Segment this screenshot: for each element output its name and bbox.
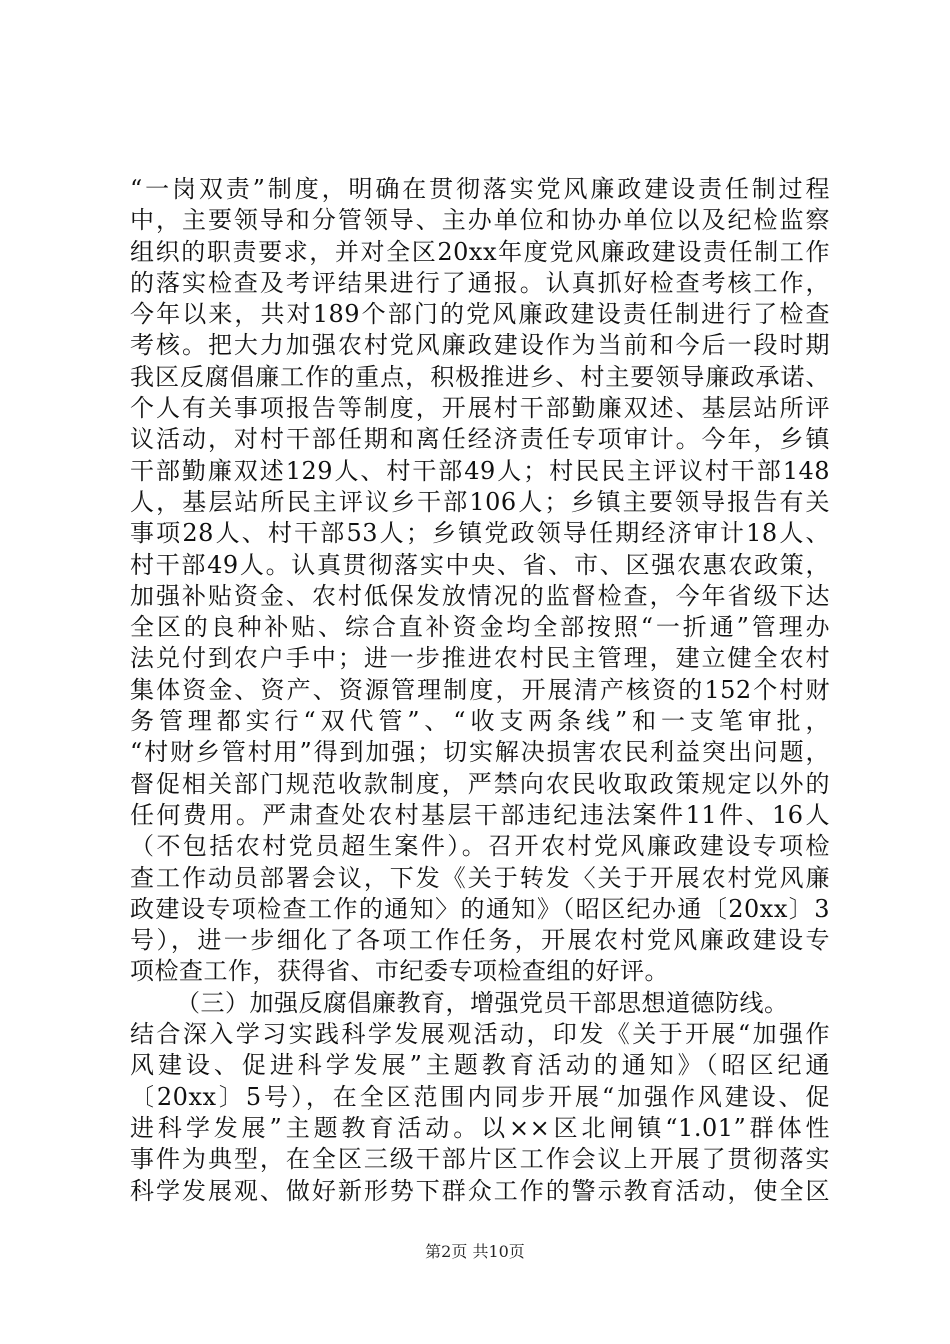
text-line: 项检查工作，获得省、市纪委专项检查组的好评。 [130, 957, 669, 986]
text-line: 全区的良种补贴、综合直补资金均全部按照“一折通”管理办 [130, 613, 830, 642]
text-line: 务管理都实行“双代管”、“收支两条线”和一支笔审批， [130, 707, 830, 736]
text-line: 个人有关事项报告等制度，开展村干部勤廉双述、基层站所评 [130, 394, 830, 423]
text-line: 风建设、促进科学发展”主题教育活动的通知》（昭区纪通 [130, 1051, 830, 1080]
text-line: 集体资金、资产、资源管理制度，开展清产核资的152个村财 [130, 675, 830, 704]
page-number-footer: 第2页 共10页 [425, 1242, 525, 1261]
text-line: 〔20xx〕5号），在全区范围内同步开展“加强作风建设、促 [130, 1082, 830, 1111]
section-heading-line: （三）加强反腐倡廉教育，增强党员干部思想道德防线。 [176, 988, 789, 1017]
text-line: 村干部49人。认真贯彻落实中央、省、市、区强农惠农政策， [130, 550, 830, 579]
text-line: 结合深入学习实践科学发展观活动，印发《关于开展“加强作 [130, 1020, 830, 1049]
document-body [130, 174, 830, 1207]
text-line: 查工作动员部署会议，下发《关于转发〈关于开展农村党风廉 [130, 863, 830, 892]
text-line: 号），进一步细化了各项工作任务，开展农村党风廉政建设专 [130, 926, 830, 955]
text-line: 今年以来，共对189个部门的党风廉政建设责任制进行了检查 [130, 300, 830, 329]
text-line: 政建设专项检查工作的通知〉的通知》（昭区纪办通〔20xx〕3 [130, 894, 830, 923]
text-line: 任何费用。严肃查处农村基层干部违纪违法案件11件、16人 [130, 800, 830, 829]
text-line: 事项28人、村干部53人；乡镇党政领导任期经济审计18人、 [130, 519, 830, 548]
text-line: 事件为典型，在全区三级干部片区工作会议上开展了贯彻落实 [130, 1145, 830, 1174]
text-line: “一岗双责”制度，明确在贯彻落实党风廉政建设责任制过程 [130, 175, 830, 203]
text-line: 考核。把大力加强农村党风廉政建设作为当前和今后一段时期 [130, 331, 830, 360]
text-line: 组织的职责要求，并对全区20xx年度党风廉政建设责任制工作 [130, 237, 830, 266]
text-line: 议活动，对村干部任期和离任经济责任专项审计。今年，乡镇 [130, 425, 830, 454]
text-line: 科学发展观、做好新形势下群众工作的警示教育活动，使全区 [130, 1176, 830, 1205]
text-line: 我区反腐倡廉工作的重点，积极推进乡、村主要领导廉政承诺、 [130, 362, 830, 391]
text-line: “村财乡管村用”得到加强；切实解决损害农民利益突出问题， [130, 738, 830, 767]
text-line: 督促相关部门规范收款制度，严禁向农民收取政策规定以外的 [130, 769, 830, 798]
text-line: 中，主要领导和分管领导、主办单位和协办单位以及纪检监察 [130, 206, 830, 235]
text-line: （不包括农村党员超生案件）。召开农村党风廉政建设专项检 [130, 832, 830, 861]
text-line: 进科学发展”主题教育活动。以××区北闸镇“1.01”群体性 [130, 1113, 830, 1142]
text-line: 法兑付到农户手中；进一步推进农村民主管理，建立健全农村 [130, 644, 830, 673]
text-line: 干部勤廉双述129人、村干部49人；村民民主评议村干部148 [130, 456, 830, 485]
text-line: 加强补贴资金、农村低保发放情况的监督检查，今年省级下达 [130, 581, 830, 610]
text-line: 的落实检查及考评结果进行了通报。认真抓好检查考核工作， [130, 268, 830, 297]
text-line: 人，基层站所民主评议乡干部106人；乡镇主要领导报告有关 [130, 487, 830, 516]
